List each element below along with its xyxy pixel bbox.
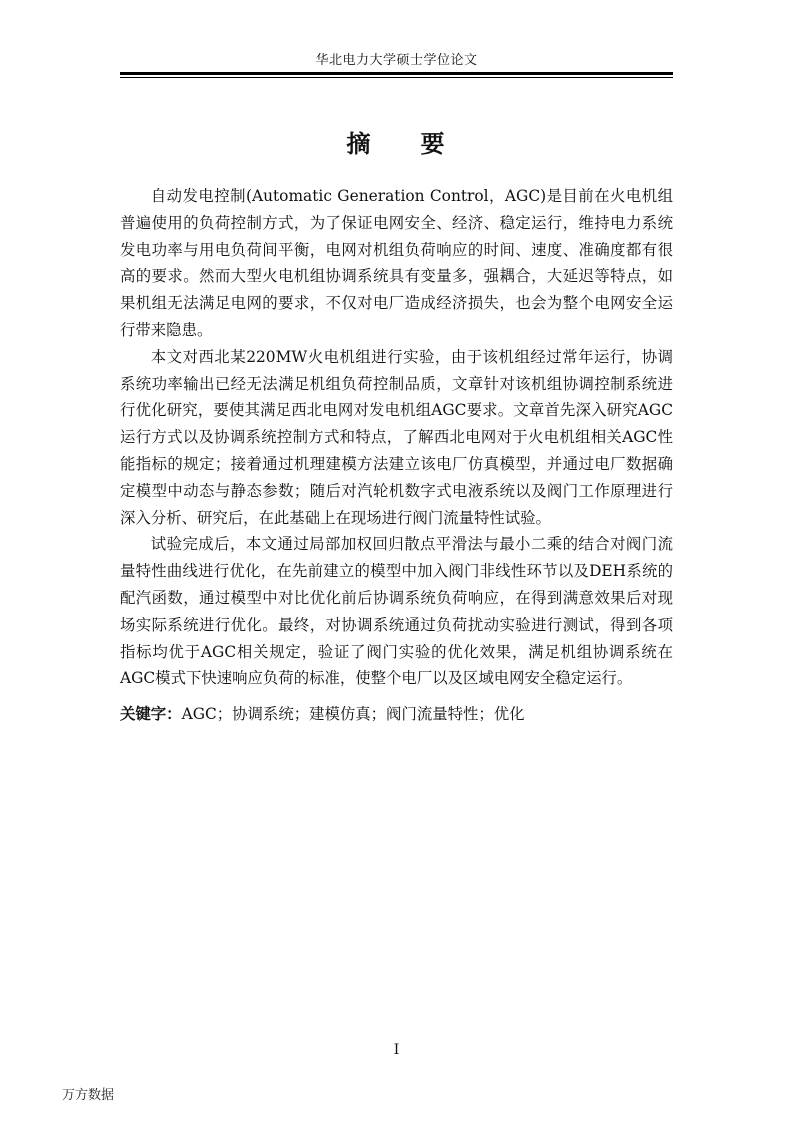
abstract-body <box>120 183 673 692</box>
abstract-paragraph-1: 自动发电控制(Automatic Generation Control，AGC)是目前在火电机组普遍使用的负荷控制方式，为了保证电网安全、经济、稳定运行，维持电力系统发电功率与用电负荷间平衡，电网对机组负荷响应的时间、速度、准确度都有很高的要求。然而大型火电机组协调系统具有变量多，强耦合，大延迟等特点，如果机组无法满足电网的要求，不仅对电厂造成经济损失，也会为整个电网安全运行带来隐患。 <box>120 187 673 339</box>
header-rule-thin <box>120 77 673 78</box>
header-rule-thick <box>120 72 673 75</box>
wanfang-watermark: 万方数据 <box>62 1088 115 1103</box>
abstract-heading-char-1: 摘 <box>346 129 373 158</box>
abstract-heading <box>120 128 673 160</box>
abstract-heading-char-2: 要 <box>420 129 447 158</box>
abstract-paragraph-2: 本文对西北某220MW火电机组进行实验，由于该机组经过常年运行，协调系统功率输出已经无法满足机组负荷控制品质，文章针对该机组协调控制系统进行优化研究，要使其满足西北电网对发电机组AGC要求。文章首先深入研究AGC运行方式以及协调系统控制方式和特点，了解西北电网对于火电机组相关AGC性能指标的规定；接着通过机理建模方法建立该电厂仿真模型，并通过电厂数据确定模型中动态与静态参数；随后对汽轮机数字式电液系统以及阀门工作原理进行深入分析、研究后，在此基础上在现场进行阀门流量特性试验。 <box>120 347 673 527</box>
running-header: 华北电力大学硕士学位论文 <box>315 53 478 68</box>
keywords-values: AGC；协调系统；建模仿真；阀门流量特性；优化 <box>181 705 525 723</box>
keywords-line <box>120 701 673 727</box>
abstract-paragraph-3: 试验完成后，本文通过局部加权回归散点平滑法与最小二乘的结合对阀门流量特性曲线进行优化，在先前建立的模型中加入阀门非线性环节以及DEH系统的配汽函数，通过模型中对比优化前后协调系统负荷响应，在得到满意效果后对现场实际系统进行优化。最终，对协调系统通过负荷扰动实验进行测试，得到各项指标均优于AGC相关规定，验证了阀门实验的优化效果，满足机组协调系统在AGC模式下快速响应负荷的标准，使整个电厂以及区域电网安全稳定运行。 <box>120 535 673 688</box>
page-number: I <box>393 1042 400 1058</box>
keywords-label: 关键字： <box>120 705 182 723</box>
